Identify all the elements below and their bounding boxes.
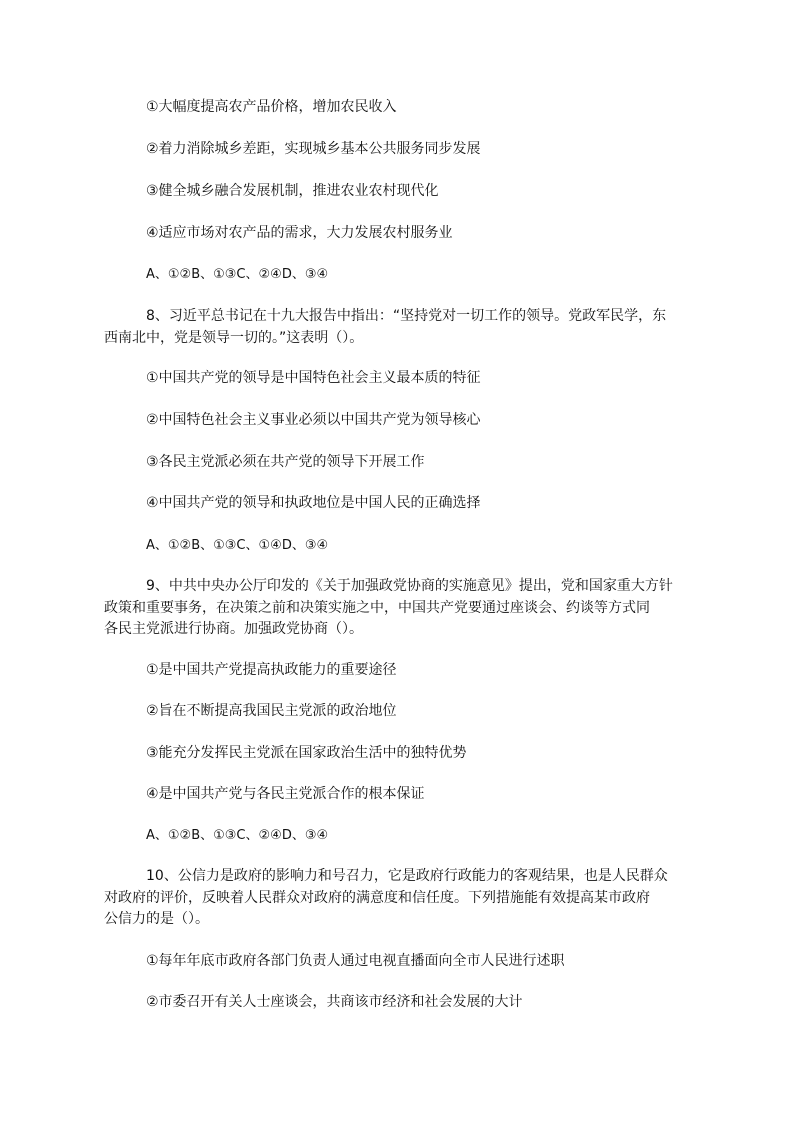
- q9-stem-line-2: 政策和重要事务，在决策之前和决策实施之中，中国共产党要通过座谈会、约谈等方式同: [104, 600, 650, 616]
- q9-option-1: ①是中国共产党提高执政能力的重要途径: [146, 662, 397, 678]
- q8-option-2: ②中国特色社会主义事业必须以中国共产党为领导核心: [146, 412, 481, 428]
- q7-option-4: ④适应市场对农产品的需求，大力发展农村服务业: [146, 225, 453, 241]
- q8-option-4: ④中国共产党的领导和执政地位是中国人民的正确选择: [146, 495, 481, 511]
- q9-stem-line-3: 各民主党派进行协商。加强政党协商（）。: [104, 621, 363, 637]
- q10-stem-line-3: 公信力的是（）。: [104, 911, 209, 927]
- q10-option-2: ②市委召开有关人士座谈会，共商该市经济和社会发展的大计: [146, 994, 523, 1010]
- q7-option-1: ①大幅度提高农产品价格，增加农民收入: [146, 99, 397, 115]
- q9-option-4: ④是中国共产党与各民主党派合作的根本保证: [146, 786, 425, 802]
- q9-stem-line-1: 9、中共中央办公厅印发的《关于加强政党协商的实施意见》提出，党和国家重大方针: [146, 578, 673, 594]
- q7-option-2: ②着力消除城乡差距，实现城乡基本公共服务同步发展: [146, 141, 481, 157]
- q7-answer-choices: A、①②B、①③C、②④D、③④: [146, 267, 329, 282]
- q8-answer-choices: A、①②B、①③C、①④D、③④: [146, 538, 329, 553]
- q9-answer-choices: A、①②B、①③C、②④D、③④: [146, 828, 329, 843]
- q7-option-3: ③健全城乡融合发展机制，推进农业农村现代化: [146, 183, 439, 199]
- q8-option-3: ③各民主党派必须在共产党的领导下开展工作: [146, 454, 425, 470]
- q8-stem-line-1: 8、习近平总书记在十九大报告中指出：“坚持党对一切工作的领导。党政军民学，东: [146, 308, 667, 324]
- q8-stem-line-2: 西南北中，党是领导一切的。”这表明（）。: [104, 330, 364, 346]
- q10-option-1: ①每年年底市政府各部门负责人通过电视直播面向全市人民进行述职: [146, 953, 565, 969]
- q10-stem-line-1: 10、公信力是政府的影响力和号召力，它是政府行政能力的客观结果，也是人民群众: [146, 868, 668, 884]
- q8-option-1: ①中国共产党的领导是中国特色社会主义最本质的特征: [146, 370, 481, 386]
- q9-option-2: ②旨在不断提高我国民主党派的政治地位: [146, 703, 397, 719]
- q9-option-3: ③能充分发挥民主党派在国家政治生活中的独特优势: [146, 745, 467, 761]
- q10-stem-line-2: 对政府的评价，反映着人民群众对政府的满意度和信任度。下列措施能有效提高某市政府: [104, 890, 650, 906]
